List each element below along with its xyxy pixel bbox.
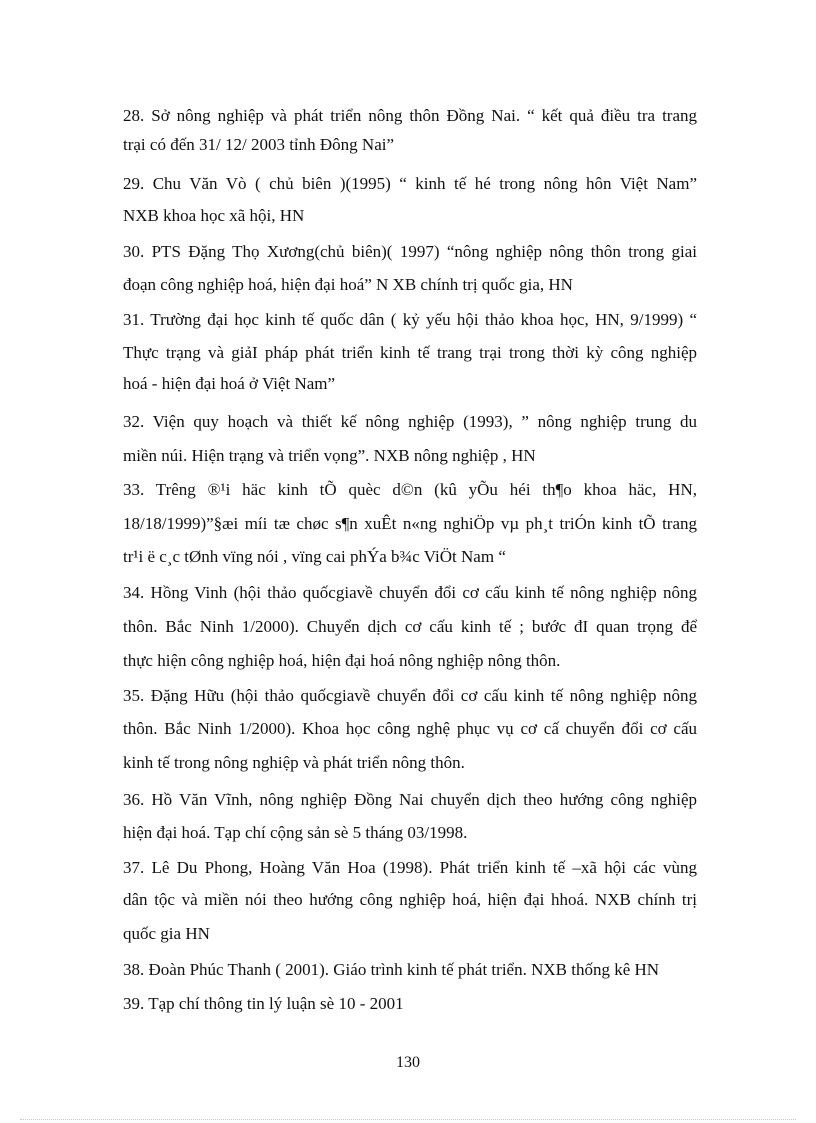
- reference-line: quốc gia HN: [123, 924, 210, 943]
- reference-line: tr¹i ë c¸c tØnh vïng nói , vïng cai phÝa b¾c ViÖt Nam “: [123, 547, 506, 566]
- reference-line: dân tộc và miền nói theo hướng công nghiệp hoá, hiện đại hhoá. NXB chính trị: [123, 890, 697, 909]
- page-number: 130: [396, 1054, 420, 1071]
- reference-line: hiện đại hoá. Tạp chí cộng sản sè 5 tháng 03/1998.: [123, 823, 468, 842]
- reference-line: 36. Hồ Văn Vĩnh, nông nghiệp Đồng Nai chuyển dịch theo hướng công nghiệp: [123, 790, 697, 809]
- reference-line: thôn. Bắc Ninh 1/2000). Khoa học công nghệ phục vụ cơ cấ chuyển đổi cơ cấu: [123, 719, 697, 738]
- reference-line: 38. Đoàn Phúc Thanh ( 2001). Giáo trình kinh tế phát triển. NXB thống kê HN: [123, 960, 660, 979]
- bottom-dotted-rule: [20, 1119, 796, 1120]
- reference-line: miền núi. Hiện trạng và triển vọng”. NXB nông nghiệp , HN: [123, 446, 536, 465]
- reference-line: 30. PTS Đặng Thọ Xương(chủ biên)( 1997) “nông nghiệp nông thôn trong giai: [123, 242, 697, 261]
- reference-line: 35. Đặng Hữu (hội thảo quốcgiavề chuyển đổi cơ cấu kinh tế nông nghiệp nông: [123, 686, 697, 705]
- reference-line: Thực trạng và giảI pháp phát triển kinh tế trang trại trong thời kỳ công nghiệp: [123, 343, 697, 362]
- reference-line: 32. Viện quy hoạch và thiết kế nông nghiệp (1993), ” nông nghiệp trung du: [123, 412, 697, 431]
- reference-line: 29. Chu Văn Vò ( chủ biên )(1995) “ kinh tế hé trong nông hôn Việt Nam”: [123, 174, 697, 193]
- reference-line: thôn. Bắc Ninh 1/2000). Chuyển dịch cơ cấu kinh tế ; bước đI quan trọng để: [123, 617, 697, 636]
- reference-line: NXB khoa học xã hội, HN: [123, 206, 305, 225]
- reference-line: 33. Trêng ®¹i häc kinh tÕ quèc d©n (kû yÕu héi th¶o khoa häc, HN,: [123, 480, 697, 499]
- reference-line: 31. Trường đại học kinh tế quốc dân ( kỷ yếu hội thảo khoa học, HN, 9/1999) “: [123, 310, 697, 329]
- reference-line: trại có đến 31/ 12/ 2003 tỉnh Đông Nai”: [123, 135, 395, 154]
- reference-line: 28. Sở nông nghiệp và phát triển nông thôn Đồng Nai. “ kết quả điều tra trang: [123, 106, 697, 125]
- reference-line: kinh tế trong nông nghiệp và phát triển nông thôn.: [123, 753, 465, 772]
- reference-line: 39. Tạp chí thông tin lý luận sè 10 - 2001: [123, 994, 404, 1013]
- reference-line: 34. Hồng Vinh (hội thảo quốcgiavề chuyển đổi cơ cấu kinh tế nông nghiệp nông: [123, 583, 697, 602]
- reference-line: hoá - hiện đại hoá ở Việt Nam”: [123, 374, 336, 393]
- reference-line: thực hiện công nghiệp hoá, hiện đại hoá nông nghiệp nông thôn.: [123, 651, 561, 670]
- reference-line: 37. Lê Du Phong, Hoàng Văn Hoa (1998). Phát triển kinh tế –xã hội các vùng: [123, 858, 697, 877]
- reference-line: đoạn công nghiệp hoá, hiện đại hoá” N XB chính trị quốc gia, HN: [123, 275, 573, 294]
- reference-line: 18/18/1999)”§æi míi tæ chøc s¶n xuÊt n«ng nghiÖp vµ ph¸t triÓn kinh tÕ trang: [123, 514, 697, 533]
